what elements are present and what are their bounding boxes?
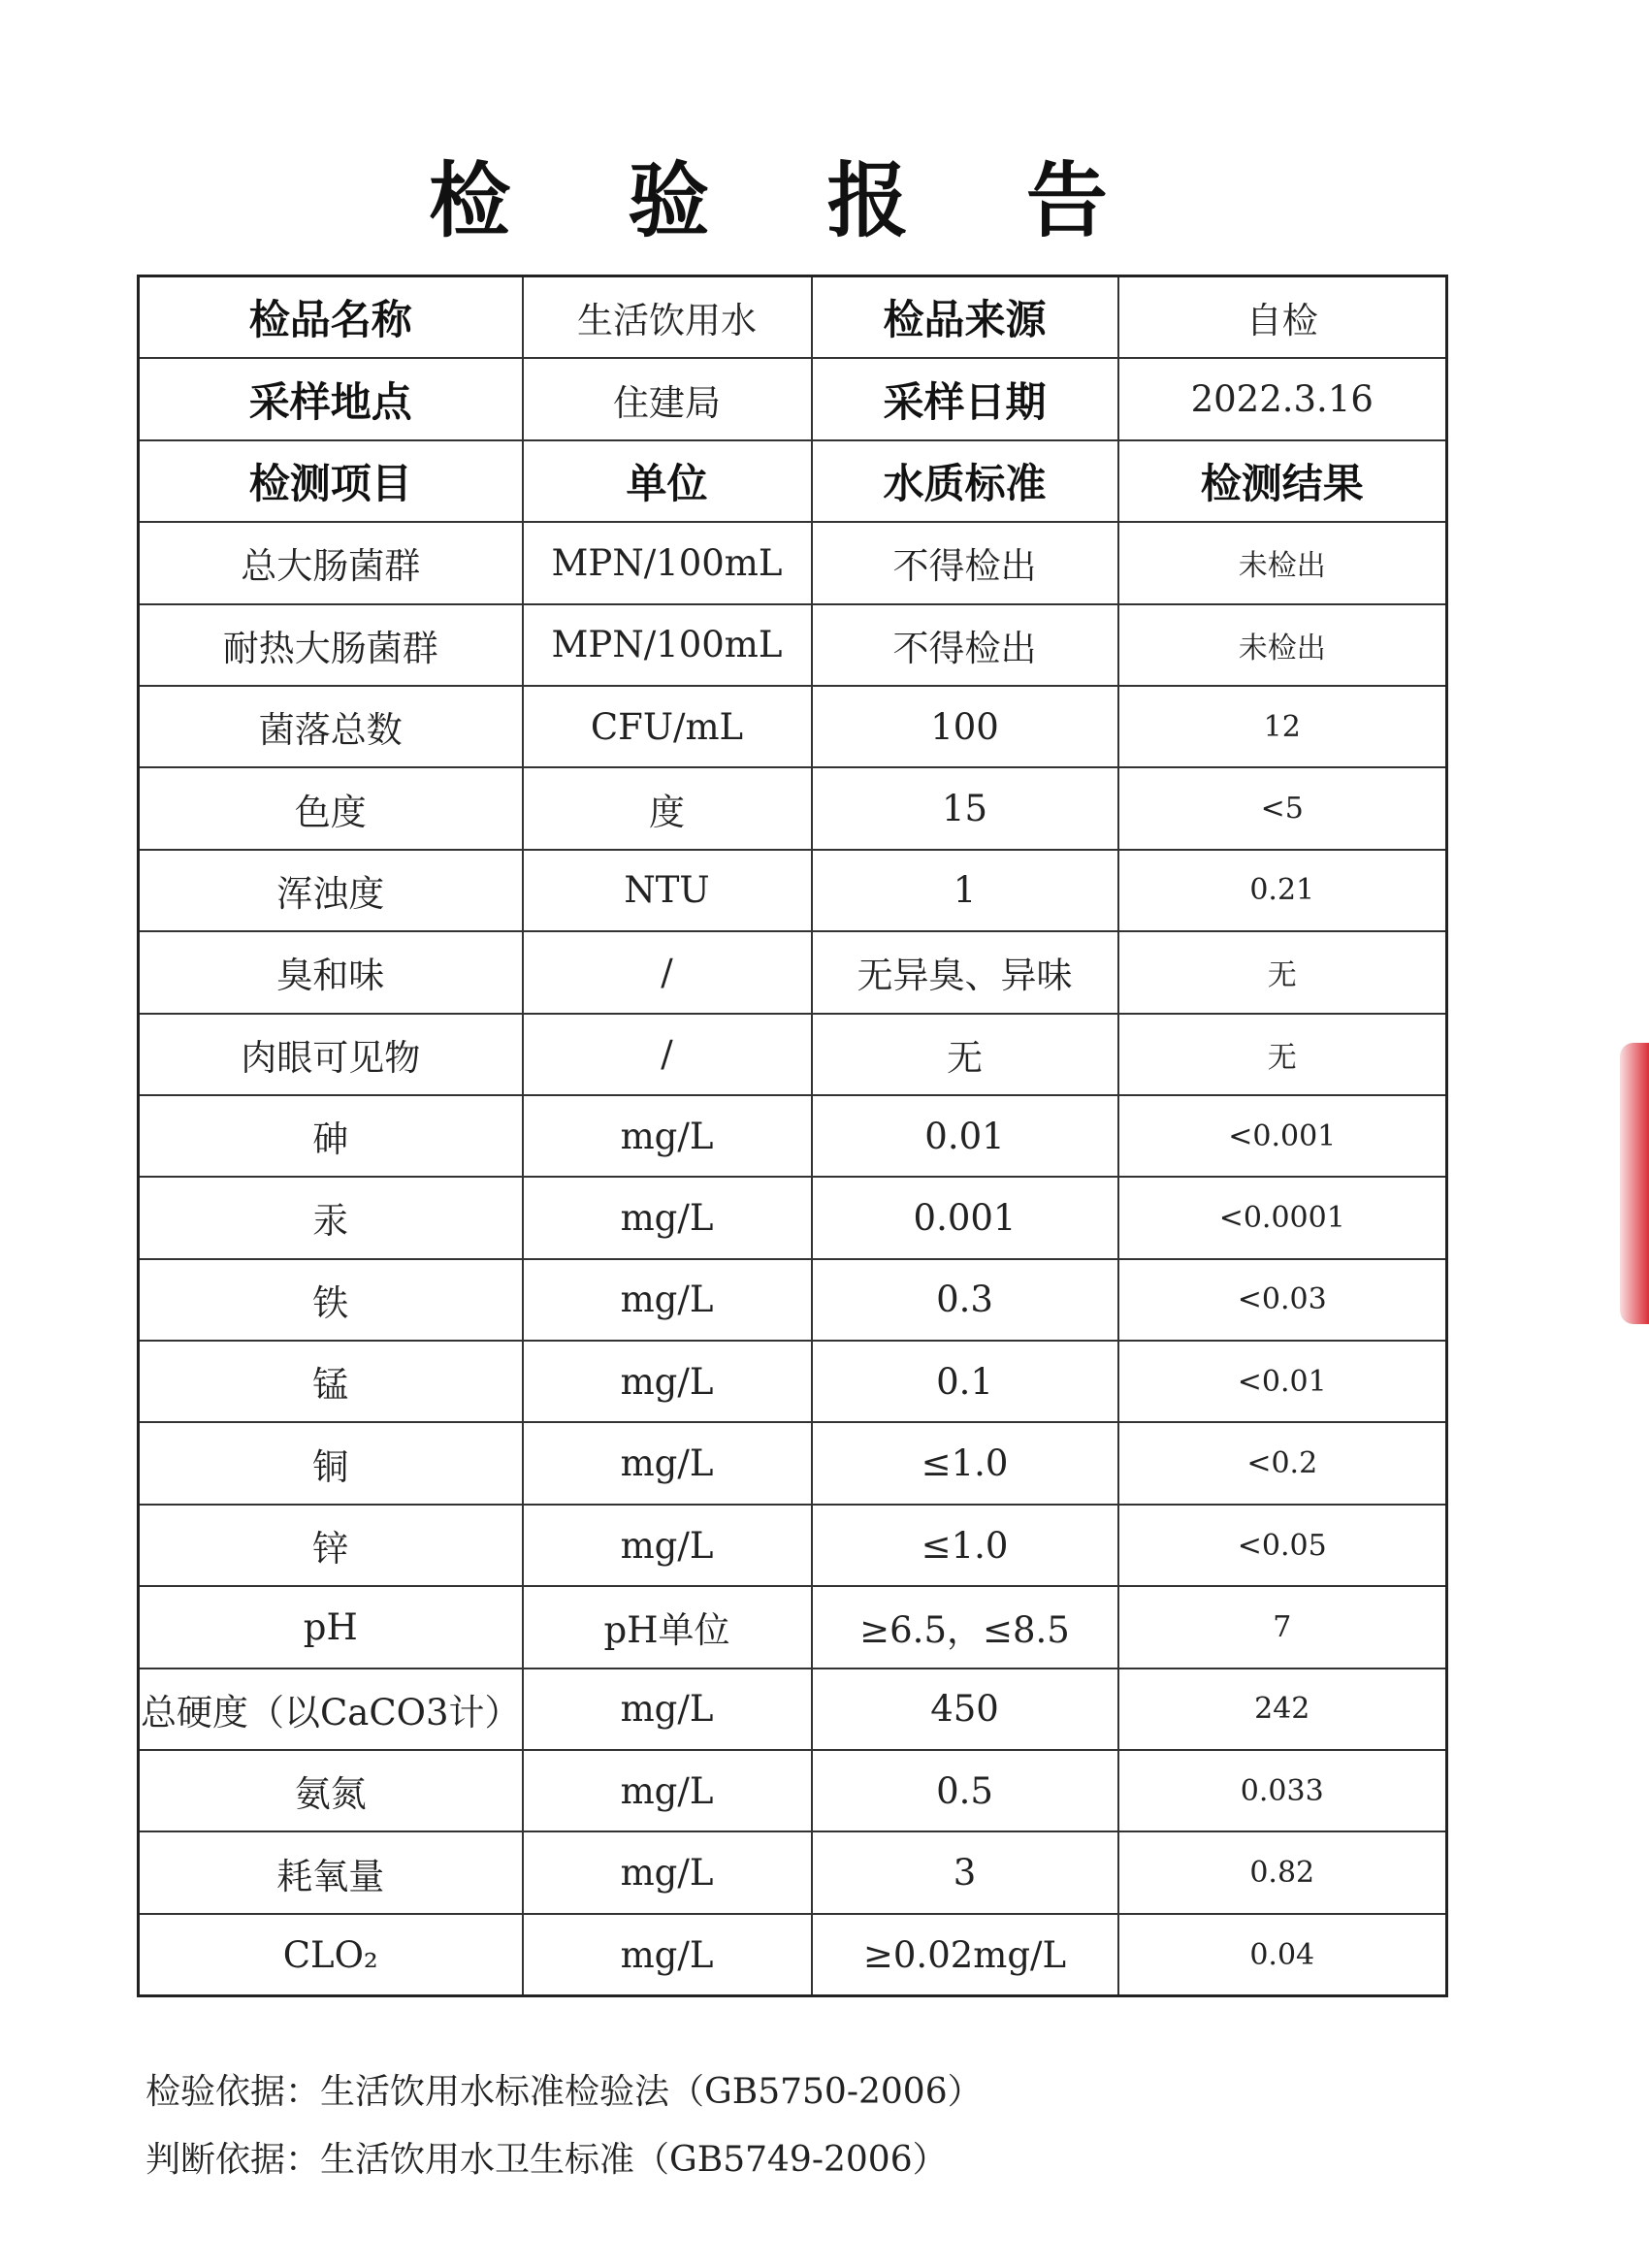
cell-result: 7 <box>1118 1586 1447 1668</box>
column-header-result: 检测结果 <box>1118 440 1447 522</box>
cell-result: 无 <box>1118 931 1447 1013</box>
value-sample-name: 生活饮用水 <box>523 276 812 359</box>
cell-result: <0.01 <box>1118 1341 1447 1422</box>
red-seal-stamp <box>1620 1043 1649 1324</box>
cell-item: 铁 <box>139 1259 523 1341</box>
value-sampling-site: 住建局 <box>523 358 812 439</box>
cell-result: 无 <box>1118 1014 1447 1095</box>
value-sample-source: 自检 <box>1118 276 1447 359</box>
cell-unit: mg/L <box>523 1095 812 1177</box>
cell-item: 菌落总数 <box>139 686 523 767</box>
cell-standard: 0.1 <box>812 1341 1118 1422</box>
cell-standard: ≥6.5，≤8.5 <box>812 1586 1118 1668</box>
table-row <box>139 767 1447 849</box>
label-sample-name: 检品名称 <box>139 276 523 359</box>
table-row <box>139 1422 1447 1504</box>
cell-standard: 不得检出 <box>812 604 1118 686</box>
cell-standard: 0.3 <box>812 1259 1118 1341</box>
column-header-item: 检测项目 <box>139 440 523 522</box>
cell-standard: 450 <box>812 1669 1118 1750</box>
cell-item: 臭和味 <box>139 931 523 1013</box>
table-row <box>139 1914 1447 1996</box>
table-row <box>139 1259 1447 1341</box>
cell-item: 色度 <box>139 767 523 849</box>
column-header-unit: 单位 <box>523 440 812 522</box>
table-row <box>139 1014 1447 1095</box>
cell-result: 0.04 <box>1118 1914 1447 1996</box>
cell-unit: / <box>523 1014 812 1095</box>
table-row <box>139 1669 1447 1750</box>
cell-standard: 1 <box>812 850 1118 931</box>
cell-unit: 度 <box>523 767 812 849</box>
label-sampling-site: 采样地点 <box>139 358 523 439</box>
cell-standard: 无 <box>812 1014 1118 1095</box>
cell-standard: 100 <box>812 686 1118 767</box>
label-sampling-date: 采样日期 <box>812 358 1118 439</box>
cell-result: 0.21 <box>1118 850 1447 931</box>
cell-item: 锰 <box>139 1341 523 1422</box>
cell-unit: mg/L <box>523 1505 812 1586</box>
header-row-sample-name <box>139 276 1447 359</box>
report-table <box>137 275 1448 1997</box>
cell-unit: mg/L <box>523 1750 812 1831</box>
cell-standard: 0.01 <box>812 1095 1118 1177</box>
cell-item: 砷 <box>139 1095 523 1177</box>
cell-item: 肉眼可见物 <box>139 1014 523 1095</box>
cell-standard: ≤1.0 <box>812 1505 1118 1586</box>
cell-result: <0.03 <box>1118 1259 1447 1341</box>
table-row <box>139 686 1447 767</box>
cell-result: 未检出 <box>1118 604 1447 686</box>
cell-result: <0.0001 <box>1118 1177 1447 1258</box>
cell-unit: NTU <box>523 850 812 931</box>
table-row <box>139 1177 1447 1258</box>
cell-item: 氨氮 <box>139 1750 523 1831</box>
table-row <box>139 1586 1447 1668</box>
cell-item: pH <box>139 1586 523 1668</box>
cell-item: 铜 <box>139 1422 523 1504</box>
cell-unit: mg/L <box>523 1669 812 1750</box>
cell-unit: mg/L <box>523 1341 812 1422</box>
column-header-standard: 水质标准 <box>812 440 1118 522</box>
table-row <box>139 931 1447 1013</box>
table-row <box>139 522 1447 603</box>
cell-unit: / <box>523 931 812 1013</box>
table-row <box>139 1750 1447 1831</box>
cell-item: 耗氧量 <box>139 1831 523 1913</box>
cell-standard: 0.5 <box>812 1750 1118 1831</box>
column-header-row <box>139 440 1447 522</box>
cell-result: <5 <box>1118 767 1447 849</box>
cell-item: 汞 <box>139 1177 523 1258</box>
cell-unit: MPN/100mL <box>523 604 812 686</box>
table-row <box>139 1831 1447 1913</box>
report-title: 检 验 报 告 <box>429 152 1152 248</box>
cell-result: <0.001 <box>1118 1095 1447 1177</box>
cell-item: CLO₂ <box>139 1914 523 1996</box>
cell-result: 未检出 <box>1118 522 1447 603</box>
table-row <box>139 1341 1447 1422</box>
cell-standard: 0.001 <box>812 1177 1118 1258</box>
cell-item: 总大肠菌群 <box>139 522 523 603</box>
cell-result: <0.05 <box>1118 1505 1447 1586</box>
table-row <box>139 850 1447 931</box>
report-table-body <box>139 276 1447 1996</box>
cell-result: 12 <box>1118 686 1447 767</box>
cell-result: 0.82 <box>1118 1831 1447 1913</box>
cell-result: <0.2 <box>1118 1422 1447 1504</box>
cell-standard: 无异臭、异味 <box>812 931 1118 1013</box>
cell-unit: mg/L <box>523 1259 812 1341</box>
table-row <box>139 604 1447 686</box>
cell-unit: mg/L <box>523 1831 812 1913</box>
cell-standard: 15 <box>812 767 1118 849</box>
cell-standard: ≤1.0 <box>812 1422 1118 1504</box>
cell-unit: MPN/100mL <box>523 522 812 603</box>
table-row <box>139 1505 1447 1586</box>
label-sample-source: 检品来源 <box>812 276 1118 359</box>
cell-item: 总硬度（以CaCO3计） <box>139 1669 523 1750</box>
cell-unit: mg/L <box>523 1177 812 1258</box>
header-row-sampling <box>139 358 1447 439</box>
cell-result: 0.033 <box>1118 1750 1447 1831</box>
cell-standard: 3 <box>812 1831 1118 1913</box>
cell-unit: mg/L <box>523 1422 812 1504</box>
value-sampling-date: 2022.3.16 <box>1118 358 1447 439</box>
cell-item: 耐热大肠菌群 <box>139 604 523 686</box>
cell-result: 242 <box>1118 1669 1447 1750</box>
cell-unit: mg/L <box>523 1914 812 1996</box>
footer-test-basis: 检验依据：生活饮用水标准检验法（GB5750-2006） <box>146 2072 983 2112</box>
footer-judge-basis: 判断依据：生活饮用水卫生标准（GB5749-2006） <box>146 2140 948 2180</box>
cell-standard: ≥0.02mg/L <box>812 1914 1118 1996</box>
cell-standard: 不得检出 <box>812 522 1118 603</box>
table-row <box>139 1095 1447 1177</box>
cell-item: 锌 <box>139 1505 523 1586</box>
cell-item: 浑浊度 <box>139 850 523 931</box>
cell-unit: pH单位 <box>523 1586 812 1668</box>
cell-unit: CFU/mL <box>523 686 812 767</box>
